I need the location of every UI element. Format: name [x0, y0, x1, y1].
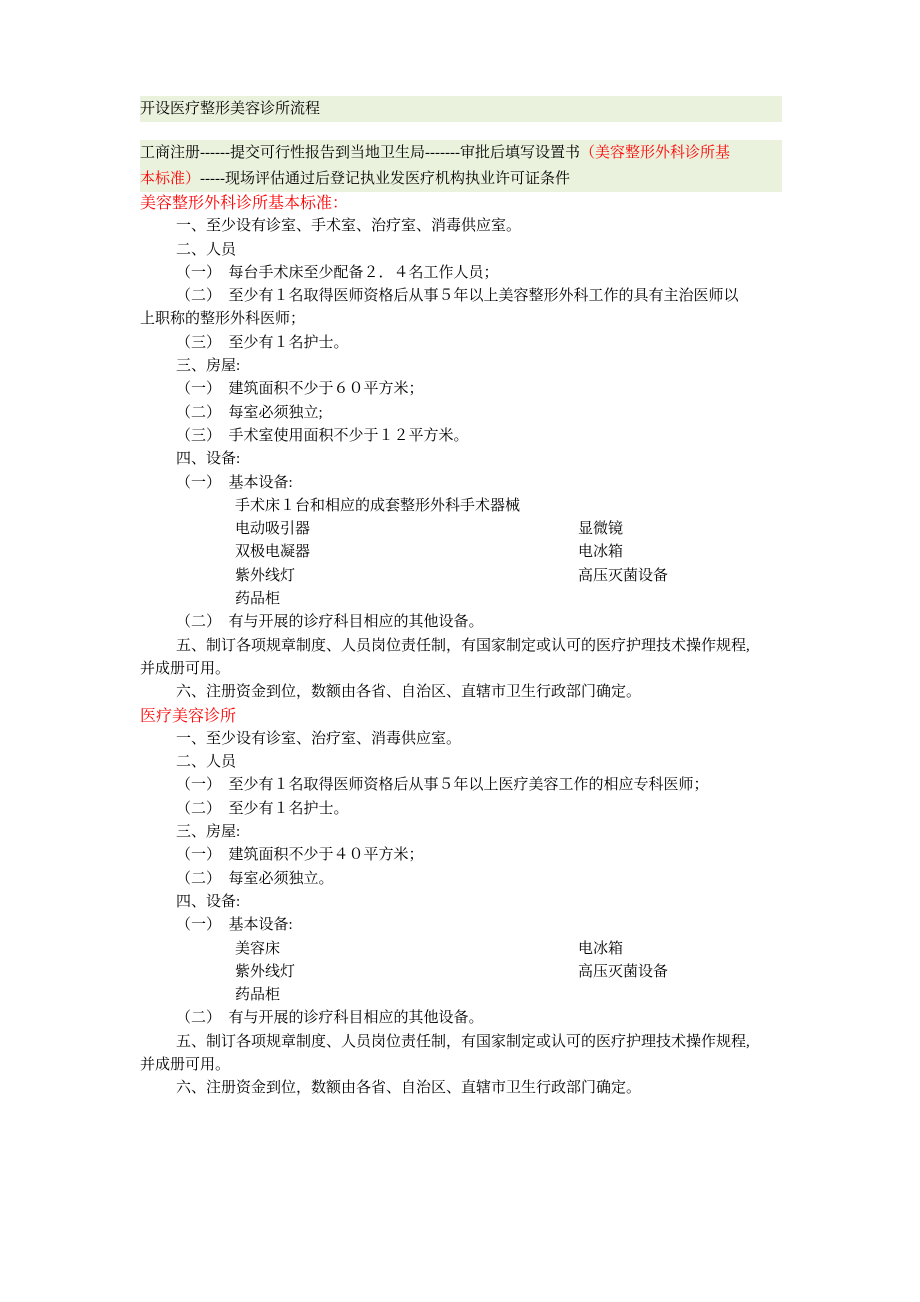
equipment-left: 电动吸引器: [235, 521, 311, 538]
list-item: （一） 每台手术床至少配备２．４名工作人员；: [176, 264, 499, 281]
list-item: （二） 至少有１名护士。: [176, 800, 349, 817]
equipment-row: [140, 588, 782, 611]
section2-heading: 医疗美容诊所: [140, 707, 237, 725]
list-item: （二） 有与开展的诊疗科目相应的其他设备。: [176, 614, 484, 631]
document-content: [140, 0, 782, 1101]
equipment-row: [140, 938, 782, 961]
list-item: （一） 基本设备:: [176, 474, 293, 491]
list-item-continuation: 并成册可用。: [140, 660, 231, 677]
equipment-left: 药品柜: [235, 591, 281, 608]
list-item: 四、设备:: [176, 451, 241, 468]
equipment-row: [140, 984, 782, 1007]
list-item: 一、至少设有诊室、治疗室、消毒供应室。: [176, 730, 462, 747]
equipment-row: [140, 961, 782, 984]
list-item: （二） 每室必须独立;: [176, 404, 323, 421]
equipment-left: 药品柜: [235, 987, 281, 1004]
list-item: 二、人员: [176, 241, 237, 258]
list-item: （三） 至少有１名护士。: [176, 334, 349, 351]
equipment-left: 紫外线灯: [235, 963, 296, 980]
flow-text-red-1: （美容整形外科诊所基: [579, 145, 730, 161]
list-item: 五、制订各项规章制度、人员岗位责任制，有国家制定或认可的医疗护理技术操作规程,: [176, 637, 750, 654]
flow-text-red-2: 本标准）: [140, 171, 201, 187]
list-item-continuation: 上职称的整形外科医师；: [140, 311, 306, 328]
list-item: 三、房屋:: [176, 824, 241, 841]
list-item: （一） 建筑面积不少于６０平方米；: [176, 381, 424, 398]
equipment-intro: 手术床１台和相应的成套整形外科手术器械: [235, 497, 521, 514]
list-item: （一） 至少有１名取得医师资格后从事５年以上医疗美容工作的相应专科医师；: [176, 777, 709, 794]
section1-heading: 美容整形外科诊所基本标准：: [140, 195, 349, 212]
list-item: （二） 每室必须独立。: [176, 870, 334, 887]
equipment-row: [140, 565, 782, 588]
list-item: 一、至少设有诊室、手术室、治疗室、消毒供应室。: [176, 218, 522, 235]
equipment-left: 双极电凝器: [235, 544, 311, 561]
equipment-right: 高压灭菌设备: [578, 963, 669, 980]
list-item: 六、注册资金到位，数额由各省、自治区、直辖市卫生行政部门确定。: [176, 684, 642, 701]
flow-text-black-1: 工商注册------提交可行性报告到当地卫生局-------审批后填写设置书: [140, 145, 580, 161]
equipment-right: 高压灭菌设备: [578, 567, 669, 584]
list-item: （一） 基本设备:: [176, 917, 293, 934]
list-item: 五、制订各项规章制度、人员岗位责任制，有国家制定或认可的医疗护理技术操作规程,: [176, 1033, 750, 1050]
list-item: （二） 至少有１名取得医师资格后从事５年以上美容整形外科工作的具有主治医师以: [176, 288, 739, 305]
list-item: 六、注册资金到位，数额由各省、自治区、直辖市卫生行政部门确定。: [176, 1080, 642, 1097]
list-item: （二） 有与开展的诊疗科目相应的其他设备。: [176, 1010, 484, 1027]
list-item: 二、人员: [176, 754, 237, 771]
equipment-row: [140, 518, 782, 541]
list-item: 四、设备:: [176, 893, 241, 910]
flow-text-black-2: -----现场评估通过后登记执业发医疗机构执业许可证条件: [200, 171, 570, 187]
equipment-right: 电冰箱: [578, 940, 624, 957]
list-item: （三） 手术室使用面积不少于１２平方米。: [176, 427, 469, 444]
spacer: [140, 122, 782, 140]
list-item: 三、房屋:: [176, 358, 241, 375]
list-item-continuation: 并成册可用。: [140, 1056, 231, 1073]
equipment-left: 美容床: [235, 940, 281, 957]
equipment-right: 显微镜: [578, 521, 624, 538]
document-title: 开设医疗整形美容诊所流程: [140, 96, 782, 122]
process-flow: [140, 140, 782, 192]
equipment-right: 电冰箱: [578, 544, 624, 561]
equipment-left: 紫外线灯: [235, 567, 296, 584]
list-item: （一） 建筑面积不少于４０平方米；: [176, 847, 424, 864]
equipment-row: [140, 541, 782, 564]
